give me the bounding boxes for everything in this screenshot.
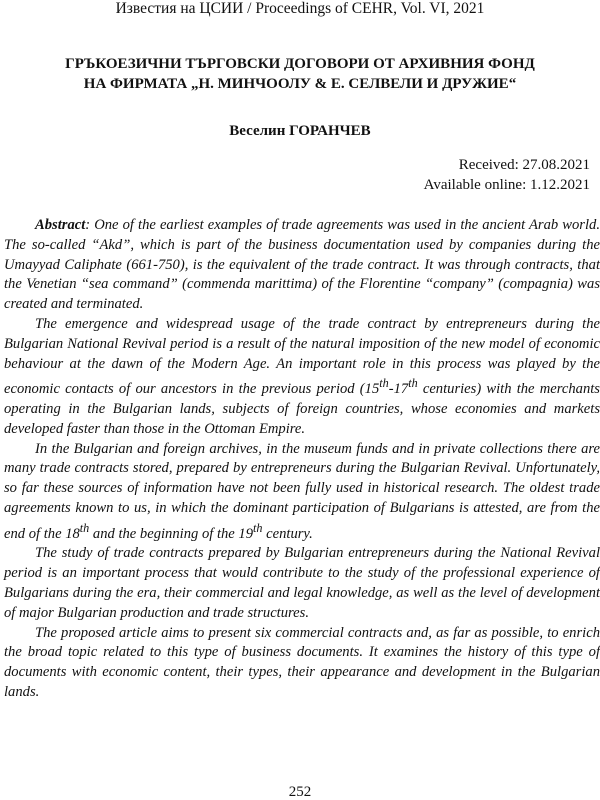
abstract-paragraph-4: The study of trade contracts prepared by Bulgarian entrepreneurs during the National Revival period is an important process that would contribute to the study of the professional experience of Bulgarians during the era, their commercial and legal knowledge, as well as the level of development of major Bulgarian production and trade structures.: [4, 545, 600, 621]
article-title-line-1: ГРЪКОЕЗИЧНИ ТЪРГОВСКИ ДОГОВОРИ ОТ АРХИВНИЯ ФОНД: [65, 56, 535, 72]
publication-dates: [424, 155, 590, 195]
superscript-th: th: [253, 520, 263, 535]
running-header: Известия на ЦСИИ / Proceedings of CEHR, Vol. VI, 2021: [115, 0, 485, 17]
abstract-paragraph-2-part-2: -17: [388, 381, 409, 398]
abstract-paragraph-2-part-1: The emergence and widespread usage of the trade contract by entrepreneurs during the Bulgarian National Revival period is a result of the natural imposition of the new model of economic behaviour at the dawn of the Modern Age. An important role in this process was played by the economic contacts of our ancestors in the previous period (15: [4, 315, 600, 398]
abstract-paragraph-5: The proposed article aims to present six commercial contracts and, as far as possible, to enrich the broad topic related to this type of business documents. It examines the history of this type of documents with economic content, their types, their appearance and development in the Bulgarian lands.: [4, 624, 600, 701]
superscript-th: th: [379, 376, 389, 391]
abstract-paragraph-3: [4, 440, 600, 545]
superscript-th: th: [408, 376, 418, 391]
abstract-paragraph-3-part-1: In the Bulgarian and foreign archives, in the museum funds and in private collections there are many trade contracts stored, prepared by entrepreneurs during the Bulgarian Revival. Unfortunately, so far these sources of information have not been fully used in historical research. The oldest trade agreements known to us, in which the dominant participation of Bulgarians is attested, are from the end of the 18: [4, 440, 600, 542]
abstract-paragraph-2-part-3: centuries) with the merchants operating in the Bulgarian lands, subjects of foreign countries, whose economies and markets developed faster than those in the Ottoman Empire.: [4, 381, 600, 437]
abstract-paragraph-1: [4, 216, 600, 315]
page-number: 252: [288, 784, 312, 800]
article-author: Веселин ГОРАНЧЕВ: [229, 123, 371, 139]
abstract-paragraph-2: [4, 315, 600, 440]
abstract-label: Abstract: [35, 217, 86, 233]
abstract: [4, 216, 600, 703]
article-title-line-2: НА ФИРМАТА „Н. МИНЧООЛУ & Е. СЕЛВЕЛИ И ДРУЖИЕ“: [83, 76, 517, 92]
received-date: Received: 27.08.2021: [458, 157, 590, 173]
abstract-paragraph-3-part-3: century.: [262, 525, 313, 542]
superscript-th: th: [79, 520, 90, 535]
article-title: [40, 54, 560, 94]
abstract-paragraph-1-text: : One of the earliest examples of trade agreements was used in the ancient Arab world. The so-called “Akd”, which is part of the business documentation used by companies during the Umayyad Caliphate (661-750), is the equivalent of the trade contract. It was through contracts, that the Venetian “sea command” (commenda marittima) of the Florentine “company” (compagnia) was created and terminated.: [4, 217, 600, 313]
abstract-paragraph-3-part-2: and the beginning of the 19: [89, 525, 254, 542]
available-online-date: Available online: 1.12.2021: [423, 177, 590, 193]
